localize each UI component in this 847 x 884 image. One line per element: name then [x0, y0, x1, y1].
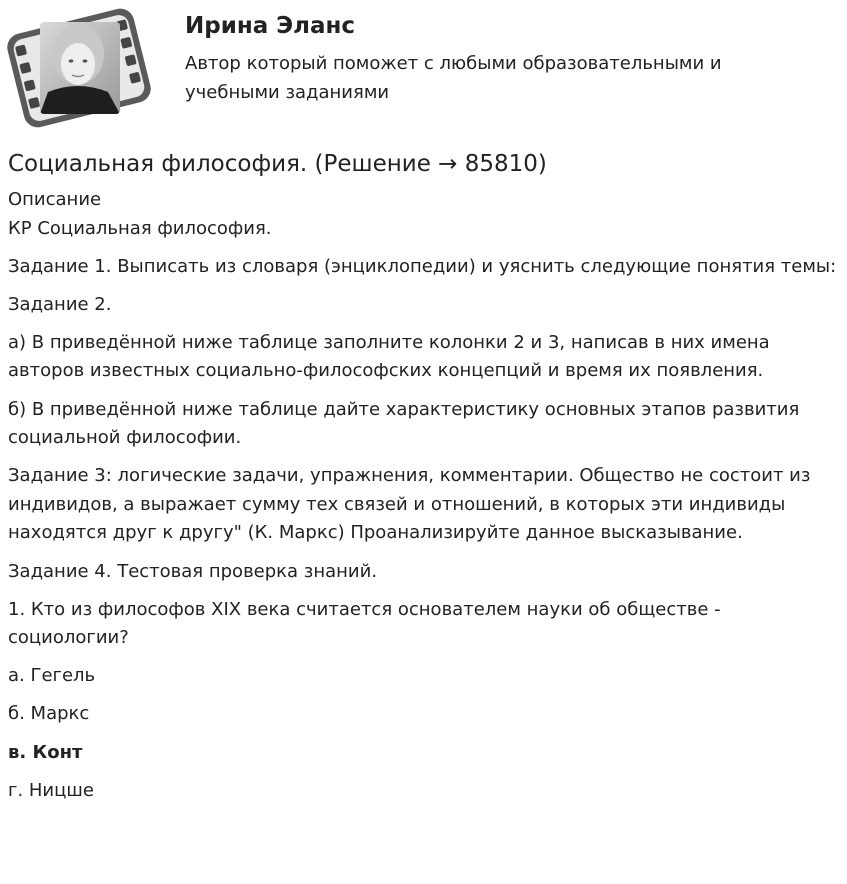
author-description: Автор который поможет с любыми образовательными и учебными заданиями [185, 53, 722, 103]
answer-option: а. Гегель [8, 665, 96, 687]
paragraph: Задание 4. Тестовая проверка знаний. [8, 560, 378, 582]
paragraph: Задание 2. [8, 293, 112, 315]
document-content [8, 186, 838, 815]
paragraph: а) В приведённой ниже таблице заполните колонки 2 и 3, написав в них имена авторов известных социально-философских концепций и время их появления. [8, 331, 770, 382]
author-name: Ирина Эланс [185, 13, 356, 39]
description-label: Описание [8, 189, 102, 210]
answer-option: б. Маркс [8, 703, 90, 725]
film-strip-avatar-icon [6, 6, 152, 130]
author-avatar [6, 6, 152, 130]
author-header [0, 0, 847, 140]
paragraph: КР Социальная философия. [8, 217, 272, 239]
question: 1. Кто из философов XIX века считается основателем науки об обществе - социологии? [8, 598, 721, 649]
paragraph: Задание 1. Выписать из словаря (энциклопедии) и уяснить следующие понятия темы: [8, 255, 837, 277]
page-title: Социальная философия. (Решение → 85810) [8, 151, 547, 177]
answer-option: г. Ницше [8, 779, 94, 801]
paragraph: Задание 3: логические задачи, упражнения, комментарии. Общество не состоит из индивидов, а выражает сумму тех связей и отношений, в которых эти индивиды находятся друг к другу" (К. Маркс) Проанализируйте данное высказывание. [8, 465, 811, 544]
paragraph: б) В приведённой ниже таблице дайте характеристику основных этапов развития социальной философии. [8, 398, 800, 449]
answer-option-correct: в. Конт [8, 741, 83, 763]
